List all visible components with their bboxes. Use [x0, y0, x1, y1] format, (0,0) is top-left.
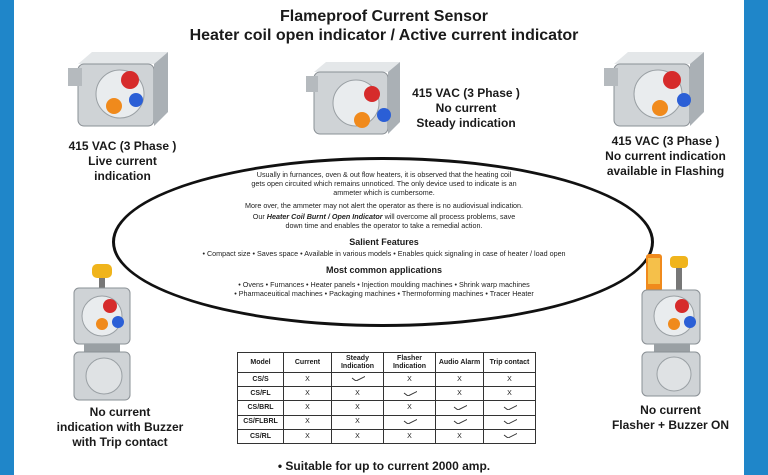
description-paragraph-1: Usually in furnances, oven & out flow heaters, it is observed that the heating coil gets open circuited which remains unnoticed. The only device used to indicate is an ammeter which is cumbersome. [251, 170, 517, 197]
checkmark-icon [384, 387, 436, 401]
checkmark-icon [484, 429, 536, 443]
applications-list: • Ovens • Furnances • Heater panels • Injection moulding machines • Shrink warp machines • Pharmaceuitical machines • Packaging machines • Thermoforming machines • Tracer Heater [234, 280, 534, 298]
caption-bottom-left: No current indication with Buzzer with Trip contact [56, 405, 184, 449]
cross-mark: X [284, 415, 332, 429]
model-cell: CS/FLBRL [238, 415, 284, 429]
features-list: • Compact size • Saves space • Available in various models • Enables quick signaling in case of heater / load open [202, 249, 566, 258]
caption-top-left: 415 VAC (3 Phase ) Live current indication [68, 139, 177, 183]
cross-mark: X [436, 373, 484, 387]
column-header: Model [238, 353, 284, 373]
model-cell: CS/FL [238, 387, 284, 401]
table-row [238, 415, 536, 429]
table-row [238, 387, 536, 401]
table-row [238, 373, 536, 387]
model-cell: CS/RL [238, 429, 284, 443]
model-cell: CS/BRL [238, 401, 284, 415]
product-image-steady-indication [306, 60, 402, 136]
page-title: Flameproof Current Sensor [279, 8, 489, 25]
page-subtitle: Heater coil open indicator / Active current indicator [189, 27, 579, 44]
cross-mark: X [284, 387, 332, 401]
table-header-row [238, 353, 536, 373]
product-image-live-current [68, 50, 172, 128]
product-image-flasher-buzzer [636, 250, 712, 400]
checkmark-icon [484, 415, 536, 429]
table-row [238, 429, 536, 443]
description-paragraph-2: More over, the ammeter may not alert the operator as there is no audiovisual indication. [244, 201, 524, 210]
caption-top-right: 415 VAC (3 Phase ) No current indication available in Flashing [605, 134, 726, 178]
column-header: Trip contact [484, 353, 536, 373]
product-image-flashing [604, 50, 708, 128]
cross-mark: X [284, 429, 332, 443]
column-header: Flasher Indication [384, 353, 436, 373]
features-heading: Salient Features [349, 237, 419, 247]
description-paragraph-3: Our Heater Coil Burnt / Open Indicator will overcome all process problems, save down time and enables the operator to take a remedial action. [252, 212, 516, 230]
product-image-buzzer-trip [62, 262, 138, 402]
checkmark-icon [332, 373, 384, 387]
table-row [238, 401, 536, 415]
cross-mark: X [332, 387, 384, 401]
cross-mark: X [284, 401, 332, 415]
model-cell: CS/S [238, 373, 284, 387]
column-header: Current [284, 353, 332, 373]
cross-mark: X [332, 415, 384, 429]
cross-mark: X [436, 429, 484, 443]
cross-mark: X [384, 429, 436, 443]
cross-mark: X [332, 429, 384, 443]
model-comparison-table [237, 352, 536, 444]
cross-mark: X [484, 387, 536, 401]
applications-heading: Most common applications [325, 265, 442, 275]
column-header: Steady Indication [332, 353, 384, 373]
cross-mark: X [384, 401, 436, 415]
cross-mark: X [284, 373, 332, 387]
checkmark-icon [436, 415, 484, 429]
checkmark-icon [436, 401, 484, 415]
cross-mark: X [332, 401, 384, 415]
checkmark-icon [384, 415, 436, 429]
checkmark-icon [484, 401, 536, 415]
caption-top-center: 415 VAC (3 Phase ) No current Steady indication [412, 86, 520, 130]
cross-mark: X [484, 373, 536, 387]
footer-note: • Suitable for up to current 2000 amp. [277, 459, 491, 473]
column-header: Audio Alarm [436, 353, 484, 373]
cross-mark: X [436, 387, 484, 401]
cross-mark: X [384, 373, 436, 387]
caption-bottom-right: No current Flasher + Buzzer ON [611, 403, 730, 432]
